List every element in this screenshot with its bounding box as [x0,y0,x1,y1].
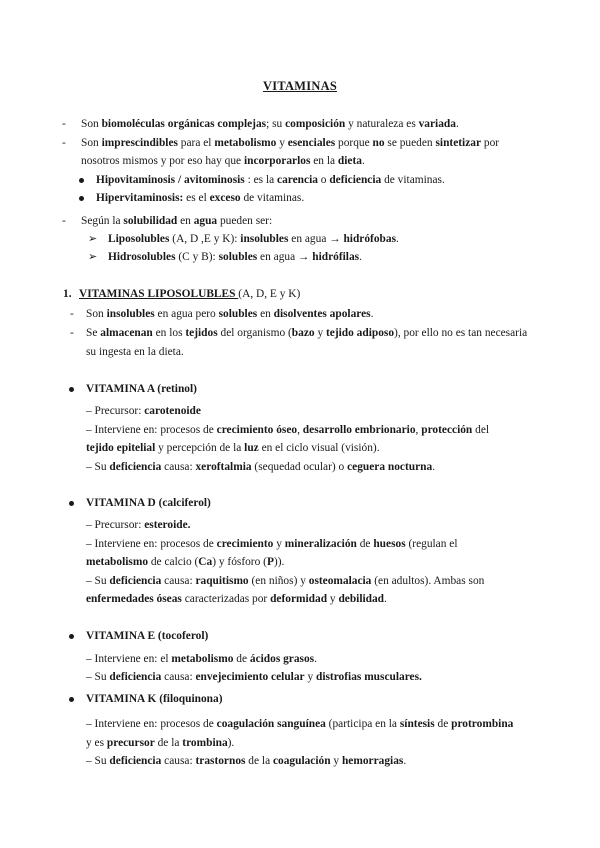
intro-bullet-3: Según la solubilidad en agua pueden ser: [81,215,273,227]
dash-marker: - [62,137,66,149]
section-heading: VITAMINAS LIPOSOLUBLES (A, D, E y K) [79,288,301,300]
section1-bullet-1: Son insolubles en agua pero solubles en disolventes apolares. [86,308,374,320]
vitamin-a-line: – Precursor: carotenoide [86,405,201,417]
vitamin-e-line: – Su deficiencia causa: envejecimiento celular y distrofias musculares. [86,671,422,683]
intro-bullet-2: Son imprescindibles para el metabolismo y esenciales porque no se pueden sintetizar por [81,137,500,149]
vitamin-e-heading: VITAMINA E (tocoferol) [86,630,209,642]
dash-marker: - [70,308,74,320]
arrow-bullet-icon: ➢ [88,233,98,245]
dash-marker: - [62,215,66,227]
vitamin-d-line: – Interviene en: procesos de crecimiento y mineralización de huesos (regulan el [86,538,458,550]
arrow-item-liposolubles: Liposolubles (A, D ,E y K): insolubles en agua → hidrófobas. [108,233,399,245]
section1-bullet-2-cont: su ingesta en la dieta. [86,346,184,358]
section-number: 1. [63,288,72,300]
vitamin-a-heading: VITAMINA A (retinol) [86,383,197,395]
dash-marker: - [70,327,74,339]
vitamin-e-line: – Interviene en: el metabolismo de ácidos grasos. [86,653,317,665]
intro-bullet-1: Son biomoléculas orgánicas complejas; su composición y naturaleza es variada. [81,118,459,130]
document-title: VITAMINAS [262,79,338,93]
vitamin-d-line: – Su deficiencia causa: raquitismo (en niños) y osteomalacia (en adultos). Ambas son [86,575,485,587]
bullet-dot [69,387,74,392]
vitamin-k-heading: VITAMINA K (filoquinona) [86,693,223,705]
vitamin-d-line: – Precursor: esteroide. [86,519,191,531]
vitamin-d-line: enfermedades óseas caracterizadas por deformidad y debilidad. [86,593,387,605]
bullet-dot [69,634,74,639]
vitamin-k-line: – Su deficiencia causa: trastornos de la coagulación y hemorragias. [86,755,407,767]
bullet-dot [69,697,74,702]
arrow-item-hidrosolubles: Hidrosolubles (C y B): solubles en agua → hidrófilas. [108,251,362,263]
vitamin-a-line: tejido epitelial y percepción de la luz en el ciclo visual (visión). [86,442,380,454]
vitamin-d-heading: VITAMINA D (calciferol) [86,497,211,509]
intro-sub-1: Hipovitaminosis / avitominosis : es la carencia o deficiencia de vitaminas. [96,174,445,186]
vitamin-d-line: metabolismo de calcio (Ca) y fósforo (P)). [86,556,285,568]
dash-marker: - [62,118,66,130]
arrow-bullet-icon: ➢ [88,251,98,263]
bullet-dot [79,178,84,183]
section1-bullet-2: Se almacenan en los tejidos del organismo (bazo y tejido adiposo), por ello no es tan necesaria [86,327,528,339]
vitamin-a-line: – Interviene en: procesos de crecimiento óseo, desarrollo embrionario, protección del [86,424,490,436]
vitamin-k-line: y es precursor de la trombina). [86,737,235,749]
intro-bullet-2-cont: nosotros mismos y por eso hay que incorporarlos en la dieta. [81,155,365,167]
vitamin-k-line: – Interviene en: procesos de coagulación sanguínea (participa en la síntesis de protrombina [86,718,514,730]
intro-sub-2: Hipervitaminosis: es el exceso de vitaminas. [96,192,305,204]
bullet-dot [79,196,84,201]
vitamin-a-line: – Su deficiencia causa: xeroftalmia (sequedad ocular) o ceguera nocturna. [86,461,436,473]
bullet-dot [69,501,74,506]
